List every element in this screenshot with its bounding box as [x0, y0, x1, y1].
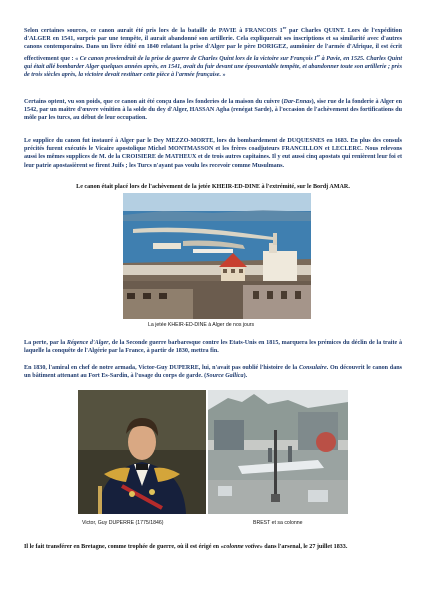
portrait-image	[78, 390, 206, 514]
brest-photo	[208, 390, 348, 514]
harbor-photo	[123, 193, 311, 319]
paragraph-jetee: Le canon était placé lors de l'achèvement de la jetée KHEIR-ED-DINE à l'extrémité, sur le Bordj AMAR.	[76, 184, 350, 190]
paragraph-supplice: Le supplice du canon fut instauré à Alger par le Dey MEZZO-MORTE, lors du bombardement de DUQUESNES en 1683. En plus des consuls précités furent exécutés le Vicaire apostolique Michel MONTMASSON et les frères coadjuteurs FRANCILLON et LECLERC. Nous relevons aussi les mêmes supplices de M. de la CROISIERE de MATHEUX et de trois autres capitaines. Il y eut aussi cinq apostats qui renièrent leur foi et leur patrie apostasièrent se firent Juifs ; les Turcs n'ayant pas voulu les recevoir comme Musulmans.	[24, 138, 402, 169]
paragraph-pavie-origin: Selon certaines sources, ce canon aurait été pris lors de la bataille de PAVIE à FRANCOIS 1er par Charles QUINT. Lors de l'expédition d'ALGER en 1541, surpris par une tempête, il aurait abandonné son artillerie. Cela expliquerait ses inscriptions et sa similarité avec d'autres canons contemporains. Dans un livre édité en 1840 relatant la prise d'Alger par le père DORIGEZ, aumônier de l'armée d'Afrique, il est écrit effectivement que : « Ce canon proviendrait de la prise de guerre de Charles Quint lors de la victoire sur François Ier à Pavie, en 1525. Charles Quint qui était allé bombarder Alger quelques années après, en 1541, avait du fuir devant une épouvantable tempête, et abandonner toute son artillerie ; près de trois siècles après, la victoire devait restituer cette pièce à l'armée française. »	[24, 25, 403, 79]
portrait-caption: Victor, Guy DUPERRE (1775/1846)	[82, 520, 164, 526]
harbor-photo-image	[123, 193, 311, 319]
brest-image	[208, 390, 348, 514]
paragraph-duperre: En 1830, l'amiral en chef de notre armada, Victor-Guy DUPERRE, lui, n'avait pas oublié l'histoire de la Consulaire. On découvrit le canon dans un bâtiment attenant au Fort Es-Sardin, à l'usage du corps de garde. (Source Gallica).	[24, 365, 402, 380]
paragraph-bretagne: Il le fait transférer en Bretagne, comme trophée de guerre, où il est érigé en «colonne votive» dans l'arsenal, le 27 juillet 1833.	[24, 544, 348, 550]
portrait-photo	[78, 390, 206, 514]
paragraph-foundry: Certains optent, vu son poids, que ce canon ait été conçu dans les fonderies de la maison du cuivre (Dar-Ennas), sise rue de la fonderie à Alger en 1542, par un maître d'œuvre vénitien à la solde du dey d'Alger, HASSAN Agha (renégat Sarde), à l'occasion de l'achèvement des fortifications du môle par les turcs, au début de leur occupation.	[24, 99, 402, 122]
harbor-caption: La jetée KHEIR-ED-DINE à Alger de nos jours	[148, 322, 255, 328]
brest-caption: BREST et sa colonne	[253, 520, 303, 526]
paragraph-regence: La perte, par la Régence d'Alger, de la Seconde guerre barbaresque contre les Etats-Unis en 1815, marquera les prémices du déclin de la traite à laquelle la conquête de l'Algérie par la France, à partir de 1830, mettra fin.	[24, 340, 402, 355]
